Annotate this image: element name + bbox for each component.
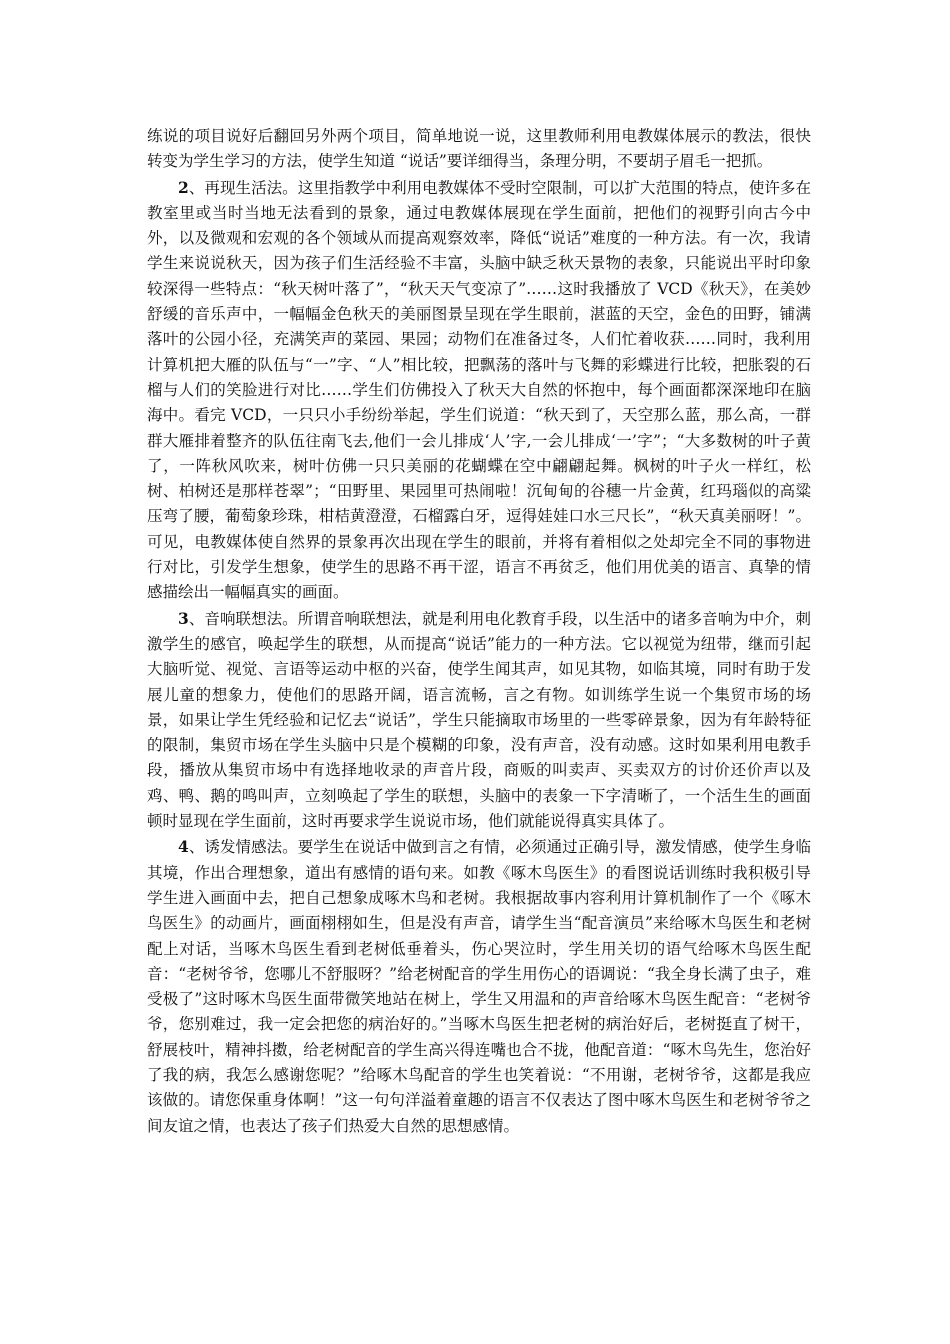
paragraph-number: 4 bbox=[178, 837, 189, 857]
paragraph-text: 、音响联想法。所谓音响联想法，就是利用电化教育手段，以生活中的诸多音响为中介，刺激学生的感官，唤起学生的联想，从而提高“说话”能力的一种方法。它以视觉为纽带，继而引起大脑听觉、视觉、言语等运动中枢的兴奋，使学生闻其声，如见其物，如临其境，同时有助于发展儿童的想象力，使他们的思路开阔，语言流畅，言之有物。如训练学生说一个集贸市场的场景，如果让学生凭经验和记忆去“说话”，学生只能摘取市场里的一些零碎景象，因为有年龄特征的限制，集贸市场在学生头脑中只是个模糊的印象，没有声音，没有动感。这时如果利用电教手段，播放从集贸市场中有选择地收录的声音片段，商贩的叫卖声、买卖双方的讨价还价声以及鸡、鸭、鹅的鸣叫声，立刻唤起了学生的联想，头脑中的表象一下字清晰了，一个活生生的画面顿时显现在学生面前，这时再要求学生说说市场，他们就能说得真实具体了。 bbox=[147, 609, 811, 831]
paragraph-method-4 bbox=[147, 834, 811, 1139]
paragraph-text: 练说的项目说好后翻回另外两个项目，简单地说一说，这里教师利用电教媒体展示的教法，很快转变为学生学习的方法，使学生知道 “说话”要详细得当，条理分明，不要胡子眉毛一把抓。 bbox=[147, 127, 811, 171]
paragraph-number: 2 bbox=[178, 177, 189, 197]
paragraph-intro bbox=[147, 124, 811, 175]
paragraph-text: 、再现生活法。这里指教学中利用电教媒体不受时空限制，可以扩大范围的特点，使许多在教室里或当时当地无法看到的景象，通过电教媒体展现在学生面前，把他们的视野引向古今中外，以及微观和宏观的各个领域从而提高观察效率，降低“说话”难度的一种方法。有一次，我请学生来说说秋天，因为孩子们生活经验不丰富，头脑中缺乏秋天景物的表象，只能说出平时印象较深得一些特点：“秋天树叶落了”，“秋天天气变凉了”……这时我播放了 VCD《秋天》，在美妙舒缓的音乐声中，一幅幅金色秋天的美丽图景呈现在学生眼前，湛蓝的天空，金色的田野，铺满落叶的公园小径，充满笑声的菜园、果园；动物们在准备过冬，人们忙着收获……同时，我利用计算机把大雁的队伍与“一”字、“人”相比较，把飘荡的落叶与飞舞的彩蝶进行比较，把胀裂的石榴与人们的笑脸进行对比……学生们仿佛投入了秋天大自然的怀抱中，每个画面都深深地印在脑海中。看完 VCD，一只只小手纷纷举起，学生们说道：“秋天到了，天空那么蓝，那么高，一群群大雁排着整齐的队伍往南飞去,他们一会儿排成‘人’字,一会儿排成‘一’字”；“大多数树的叶子黄了，一阵秋风吹来，树叶仿佛一只只美丽的花蝴蝶在空中翩翩起舞。枫树的叶子火一样红，松树、柏树还是那样苍翠”；“田野里、果园里可热闹啦！沉甸甸的谷穗一片金黄，红玛瑙似的高粱压弯了腰，葡萄象珍珠，柑桔黄澄澄，石榴露白牙，逗得娃娃口水三尺长”，“秋天真美丽呀！”。可见，电教媒体使自然界的景象再次出现在学生的眼前，并将有着相似之处却完全不同的事物进行对比，引发学生想象，使学生的思路不再干涩，语言不再贫乏，他们用优美的语言、真挚的情感描绘出一幅幅真实的画面。 bbox=[147, 178, 811, 602]
paragraph-method-2 bbox=[147, 175, 811, 606]
paragraph-method-3 bbox=[147, 606, 811, 835]
paragraph-text: 、诱发情感法。要学生在说话中做到言之有情，必须通过正确引导，激发情感，使学生身临其境，作出合理想象，道出有感情的语句来。如教《啄木鸟医生》的看图说话训练时我积极引导学生进入画面中去，把自己想象成啄木鸟和老树。我根据故事内容利用计算机制作了一个《啄木鸟医生》的动画片，画面栩栩如生，但是没有声音，请学生当“配音演员”来给啄木鸟医生和老树配上对话，当啄木鸟医生看到老树低垂着头，伤心哭泣时，学生用关切的语气给啄木鸟医生配音：“老树爷爷，您哪儿不舒服呀？”给老树配音的学生用伤心的语调说：“我全身长满了虫子，难受极了”这时啄木鸟医生面带微笑地站在树上，学生又用温和的声音给啄木鸟医生配音：“老树爷爷，您别难过，我一定会把您的病治好的。”当啄木鸟医生把老树的病治好后，老树挺直了树干，舒展枝叶，精神抖擞，给老树配音的学生高兴得连嘴也合不拢，他配音道：“啄木鸟先生，您治好了我的病，我怎么感谢您呢？”给啄木鸟配音的学生也笑着说：“不用谢，老树爷爷，这都是我应该做的。请您保重身体啊！”这一句句洋溢着童趣的语言不仅表达了图中啄木鸟医生和老树爷爷之间友谊之情，也表达了孩子们热爱大自然的思想感情。 bbox=[147, 838, 811, 1135]
document-body bbox=[147, 124, 811, 1139]
paragraph-number: 3 bbox=[178, 608, 189, 628]
